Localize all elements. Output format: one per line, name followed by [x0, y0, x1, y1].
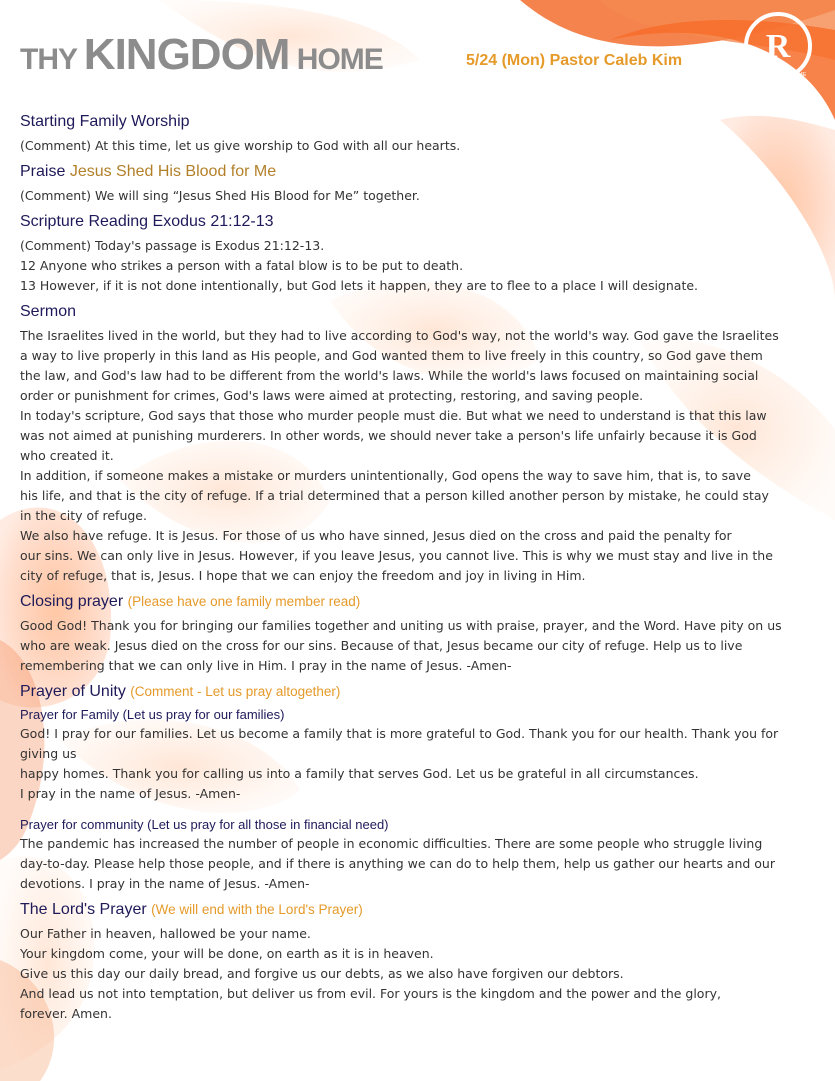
- section-title: [20, 682, 820, 702]
- section-title: [20, 592, 820, 612]
- sermon-line: city of refuge, that is, Jesus. I hope that we can enjoy the freedom and joy in living in Him.: [20, 568, 586, 583]
- prayer-line: who are weak. Jesus died on the cross for our sins. Because of that, Jesus became our city of refuge. Help us to live: [20, 638, 743, 653]
- section-praise: [20, 162, 820, 206]
- section-line: (Comment) We will sing “Jesus Shed His Blood for Me” together.: [20, 188, 420, 203]
- logo-letter: R: [765, 28, 791, 65]
- section-title: Sermon: [20, 303, 77, 320]
- section-closing-prayer: [20, 592, 820, 676]
- prayer-line: Your kingdom come, your will be done, on earth as it is in heaven.: [20, 946, 434, 961]
- section-prayer-of-unity: [20, 682, 820, 894]
- section-title: [20, 162, 820, 182]
- brand-title: [20, 30, 383, 80]
- sermon-line: was not aimed at punishing murderers. In other words, we should never take a person's life unfairly because it is God: [20, 428, 757, 443]
- section-line: 12 Anyone who strikes a person with a fatal blow is to be put to death.: [20, 258, 464, 273]
- prayer-line: devotions. I pray in the name of Jesus. -Amen-: [20, 876, 310, 891]
- thy-kingdom-logo-icon: [742, 10, 814, 82]
- praise-label: Praise: [20, 163, 66, 180]
- section-starting-worship: [20, 112, 820, 156]
- section-scripture: [20, 212, 820, 296]
- section-line: 13 However, if it is not done intentionally, but God lets it happen, they are to flee to a place I will designate.: [20, 278, 699, 293]
- section-line: (Comment) At this time, let us give worship to God with all our hearts.: [20, 138, 461, 153]
- date-pastor-byline: 5/24 (Mon) Pastor Caleb Kim: [466, 52, 683, 69]
- prayer-line: Give us this day our daily bread, and forgive us our debts, as we also have forgiven our debtors.: [20, 966, 624, 981]
- section-title: Starting Family Worship: [20, 113, 190, 130]
- brand-home: HOME: [289, 43, 383, 76]
- unity-note: (Comment - Let us pray altogether): [130, 684, 341, 699]
- community-prayer-title: Prayer for community (Let us pray for all those in financial need): [20, 817, 389, 832]
- section-sermon: [20, 302, 820, 586]
- prayer-line: happy homes. Thank you for calling us into a family that serves God. Let us be grateful in all circumstances.: [20, 766, 699, 781]
- prayer-line: Good God! Thank you for bringing our families together and uniting us with praise, prayer, and the Word. Have pity on us: [20, 618, 782, 633]
- prayer-line: God! I pray for our families. Let us become a family that is more grateful to God. Thank you for our health. Thank you for giving us: [20, 726, 779, 761]
- sermon-line: the law, and God's law had to be different from the world's laws. While the world's laws focused on maintaining social: [20, 368, 759, 383]
- brand-thy: THY: [20, 43, 84, 76]
- section-title: [20, 900, 820, 920]
- worship-guide: [20, 112, 820, 1030]
- prayer-line: I pray in the name of Jesus. -Amen-: [20, 786, 241, 801]
- lords-prayer-label: The Lord's Prayer: [20, 901, 147, 918]
- prayer-line: remembering that we can only live in Him. I pray in the name of Jesus. -Amen-: [20, 658, 512, 673]
- prayer-line: forever. Amen.: [20, 1006, 112, 1021]
- sermon-line: who created it.: [20, 448, 114, 463]
- closing-prayer-label: Closing prayer: [20, 593, 124, 610]
- unity-label: Prayer of Unity: [20, 683, 126, 700]
- section-lords-prayer: [20, 900, 820, 1024]
- lords-prayer-note: (We will end with the Lord's Prayer): [151, 902, 363, 917]
- family-prayer-title: Prayer for Family (Let us pray for our families): [20, 707, 285, 722]
- prayer-line: Our Father in heaven, hallowed be your name.: [20, 926, 311, 941]
- sermon-line: a way to live properly in this land as His people, and God wanted them to live freely in this country, so God gave them: [20, 348, 763, 363]
- sermon-line: We also have refuge. It is Jesus. For those of us who have sinned, Jesus died on the cross and paid the penalty for: [20, 528, 732, 543]
- sermon-line: his life, and that is the city of refuge. If a trial determined that a person killed another person by mistake, he could stay: [20, 488, 769, 503]
- sermon-line: In addition, if someone makes a mistake or murders unintentionally, God opens the way to save him, that is, to save: [20, 468, 751, 483]
- closing-prayer-note: (Please have one family member read): [127, 594, 361, 609]
- prayer-line: And lead us not into temptation, but deliver us from evil. For yours is the kingdom and the power and the glory,: [20, 986, 721, 1001]
- section-line: (Comment) Today's passage is Exodus 21:12-13.: [20, 238, 325, 253]
- section-title: Scripture Reading Exodus 21:12-13: [20, 213, 274, 230]
- brand-kingdom: KINGDOM: [83, 30, 290, 79]
- prayer-line: day-to-day. Please help those people, and if there is anything we can do to help them, help us gather our hearts and our: [20, 856, 775, 871]
- sermon-line: order or punishment for crimes, God's laws were aimed at protecting, restoring, and saving people.: [20, 388, 644, 403]
- sermon-line: In today's scripture, God says that those who murder people must die. But what we need to understand is that this law: [20, 408, 767, 423]
- sermon-line: The Israelites lived in the world, but they had to live according to God's way, not the world's way. God gave the Israelites: [20, 328, 779, 343]
- logo-text: THY KINGDOM HOME: [749, 72, 807, 78]
- sermon-line: in the city of refuge.: [20, 508, 147, 523]
- sermon-line: our sins. We can only live in Jesus. However, if you leave Jesus, you cannot live. This is why we must stay and live in the: [20, 548, 773, 563]
- praise-song-title: Jesus Shed His Blood for Me: [69, 163, 277, 180]
- prayer-line: The pandemic has increased the number of people in economic difficulties. There are some people who struggle living: [20, 836, 763, 851]
